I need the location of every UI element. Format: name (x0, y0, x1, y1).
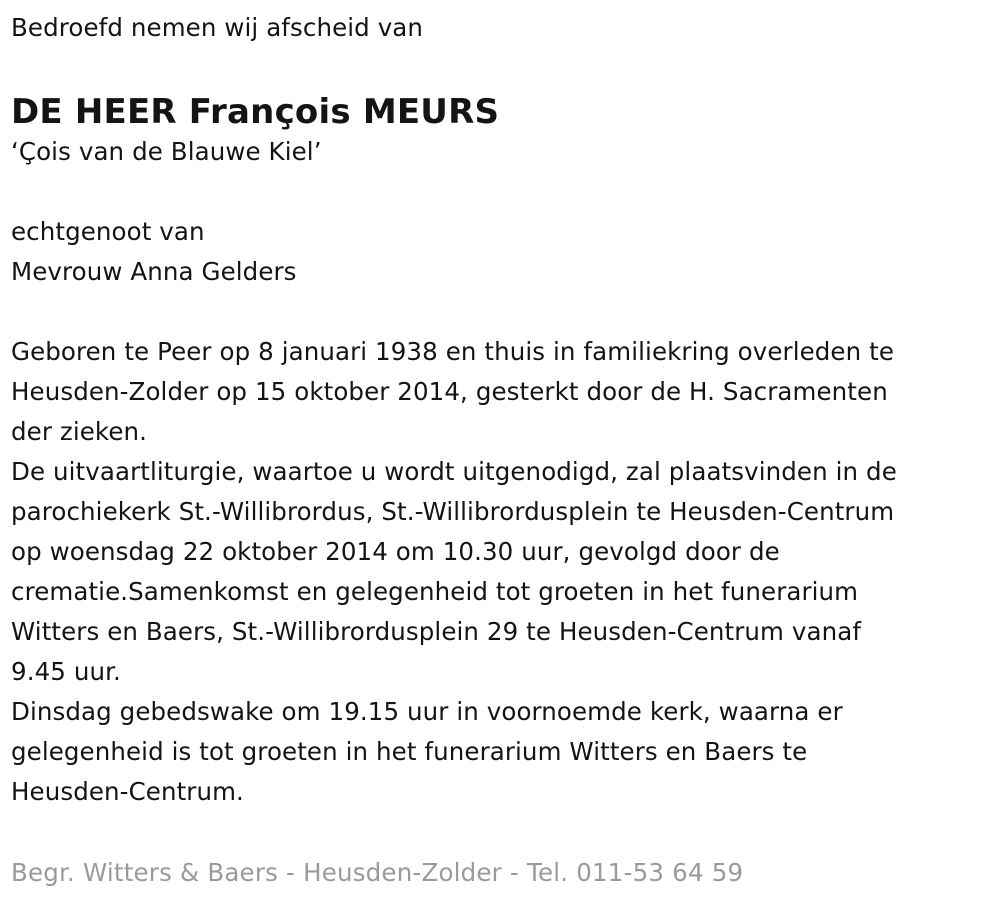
intro-text: Bedroefd nemen wij afscheid van (11, 13, 424, 42)
body-line: Geboren te Peer op 8 januari 1938 en thuis in familiekring overleden te (11, 337, 894, 366)
spouse-name: Mevrouw Anna Gelders (11, 257, 297, 286)
funeral-home-footer: Begr. Witters & Baers - Heusden-Zolder - Tel. 011-53 64 59 (11, 858, 744, 887)
nickname: ‘Çois van de Blauwe Kiel’ (11, 137, 322, 166)
notice-body (11, 332, 1000, 812)
spouse-block (11, 212, 1000, 292)
body-line: Heusden-Centrum. (11, 777, 244, 806)
body-line: Witters en Baers, St.-Willibrordusplein 29 te Heusden-Centrum vanaf (11, 617, 862, 646)
body-line: gelegenheid is tot groeten in het funerarium Witters en Baers te (11, 737, 808, 766)
body-line: 9.45 uur. (11, 657, 121, 686)
body-line: Heusden-Zolder op 15 oktober 2014, gesterkt door de H. Sacramenten (11, 377, 888, 406)
body-line: parochiekerk St.-Willibrordus, St.-Willibrordusplein te Heusden-Centrum (11, 497, 895, 526)
body-line: der zieken. (11, 417, 148, 446)
body-line: De uitvaartliturgie, waartoe u wordt uitgenodigd, zal plaatsvinden in de (11, 457, 897, 486)
body-line: op woensdag 22 oktober 2014 om 10.30 uur, gevolgd door de (11, 537, 780, 566)
deceased-name: DE HEER François MEURS (11, 92, 500, 132)
body-line: crematie.Samenkomst en gelegenheid tot groeten in het funerarium (11, 577, 859, 606)
body-line: Dinsdag gebedswake om 19.15 uur in voornoemde kerk, waarna er (11, 697, 843, 726)
spouse-label: echtgenoot van (11, 217, 205, 246)
